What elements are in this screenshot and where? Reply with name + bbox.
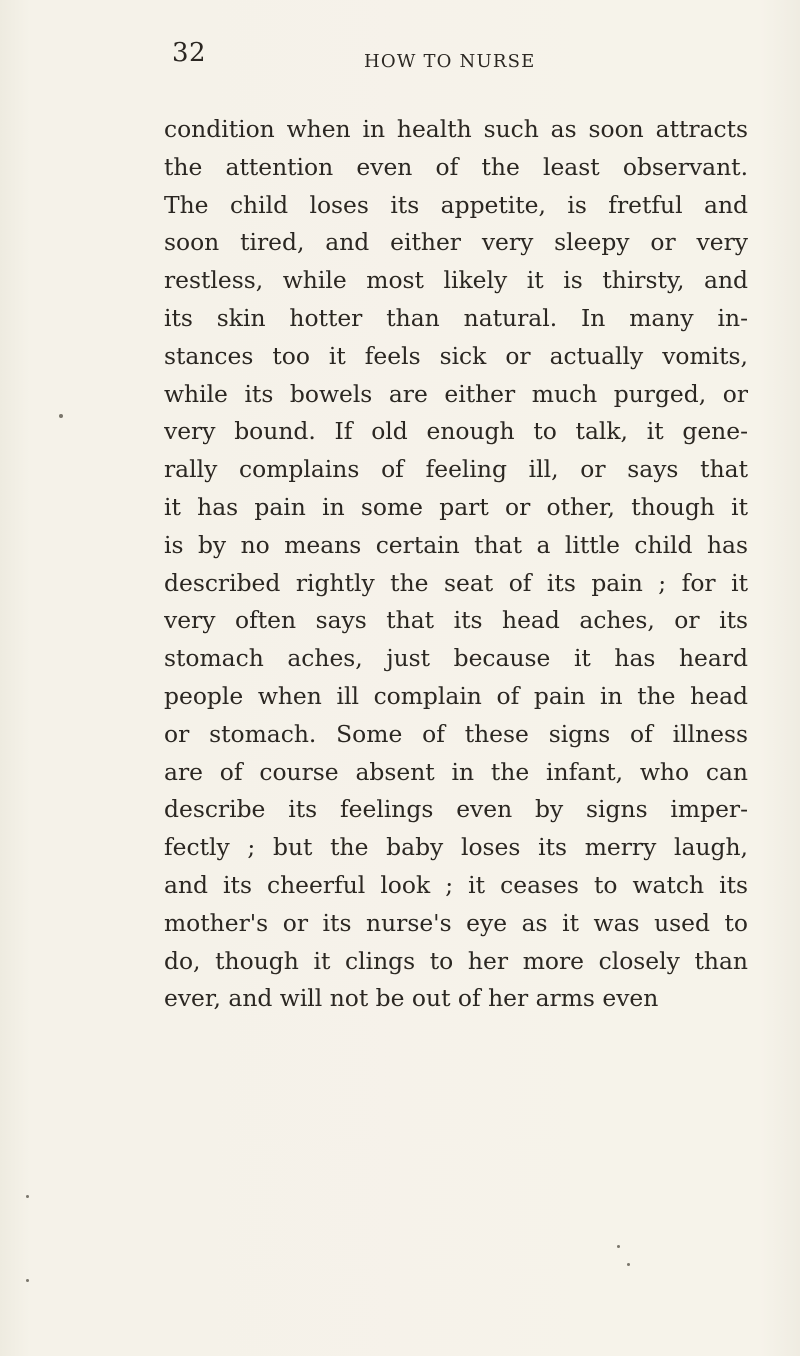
text-line: soon tired, and either very sleepy or very <box>164 228 748 257</box>
text-line: rally complains of feeling ill, or says that <box>164 455 748 484</box>
body-text <box>164 111 748 1018</box>
text-line: condition when in health such as soon attracts <box>164 115 748 143</box>
text-line: while its bowels are either much purged, or <box>164 379 748 408</box>
text-line: very often says that its head aches, or its <box>164 606 748 635</box>
text-line: describe its feelings even by signs imper- <box>164 795 748 824</box>
text-line: described rightly the seat of its pain ; for it <box>164 568 748 597</box>
running-head: HOW TO NURSE <box>364 51 536 72</box>
text-line: fectly ; but the baby loses its merry laugh, <box>164 833 748 862</box>
text-line: its skin hotter than natural. In many in- <box>164 303 748 332</box>
page-number: 32 <box>172 38 207 68</box>
text-line: people when ill complain of pain in the head <box>164 681 748 710</box>
text-line: are of course absent in the infant, who can <box>164 757 748 786</box>
text-line: do, though it clings to her more closely than <box>164 946 748 975</box>
text-line: stomach aches, just because it has heard <box>164 644 748 673</box>
text-line: ever, and will not be out of her arms even <box>164 984 659 1013</box>
text-line: or stomach. Some of these signs of illness <box>164 719 748 748</box>
text-line: the attention even of the least observant. <box>164 152 748 181</box>
ink-speck <box>617 1245 620 1248</box>
text-line: The child loses its appetite, is fretful and <box>164 190 748 219</box>
text-line: very bound. If old enough to talk, it gene- <box>164 417 748 446</box>
text-line: mother's or its nurse's eye as it was used to <box>164 908 748 937</box>
text-line: and its cheerful look ; it ceases to watch its <box>164 870 748 899</box>
ink-speck <box>26 1279 29 1282</box>
text-line: it has pain in some part or other, though it <box>164 492 748 521</box>
text-line: is by no means certain that a little child has <box>164 530 748 559</box>
ink-speck <box>59 414 63 418</box>
ink-speck <box>627 1263 630 1266</box>
text-line: restless, while most likely it is thirsty, and <box>164 266 748 295</box>
ink-speck <box>26 1195 29 1198</box>
text-line: stances too it feels sick or actually vomits, <box>164 341 748 370</box>
